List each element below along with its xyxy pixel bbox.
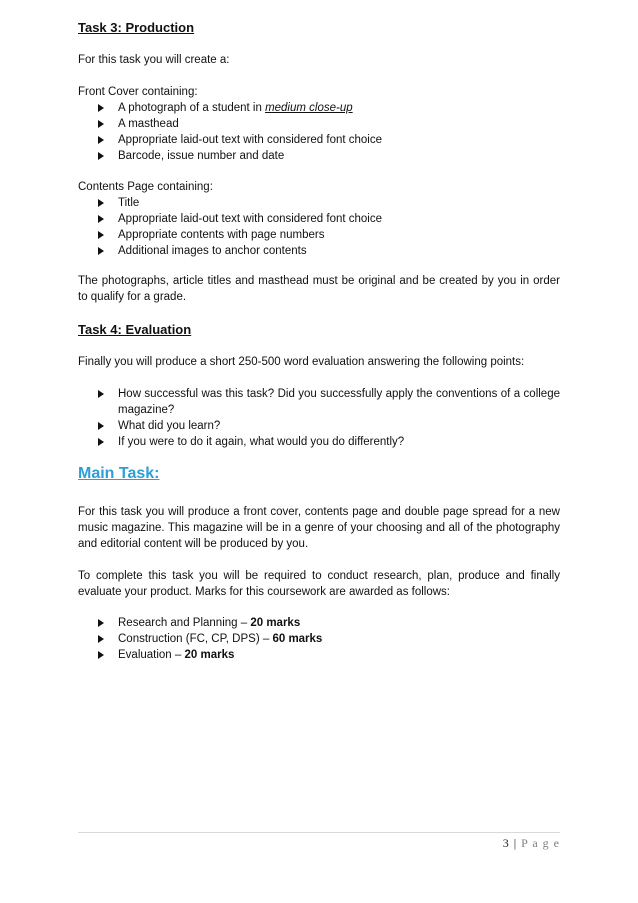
task4-intro: Finally you will produce a short 250-500 word evaluation answering the following points:: [78, 356, 525, 368]
bullet-arrow-icon: [98, 231, 104, 239]
bullet-arrow-icon: [98, 199, 104, 207]
main-task-para1: For this task you will produce a front cover, contents page and double page spread for a new music magazine. This magazine will be in a genre of your choosing and all of the photography and editorial content will be produced by you.: [78, 506, 560, 550]
list-item: Barcode, issue number and date: [78, 148, 560, 164]
task3-note: The photographs, article titles and masthead must be original and be created by you in order to qualify for a grade.: [78, 275, 560, 303]
task3-heading: Task 3: Production: [78, 20, 195, 35]
list-item: How successful was this task? Did you successfully apply the conventions of a college magazine?: [78, 386, 560, 418]
list-item: Appropriate laid-out text with considered font choice: [78, 211, 560, 227]
list-item: What did you learn?: [78, 418, 560, 434]
task4-list: [78, 386, 560, 450]
bullet-arrow-icon: [98, 635, 104, 643]
marks-list: [78, 615, 560, 663]
main-task-heading: Main Task:: [78, 465, 160, 482]
bullet-arrow-icon: [98, 651, 104, 659]
list-item: Research and Planning – 20 marks: [78, 615, 560, 631]
footer-divider: [78, 832, 560, 833]
task4-heading: Task 4: Evaluation: [78, 322, 192, 337]
list-item: A masthead: [78, 116, 560, 132]
contents-list: [78, 195, 560, 259]
list-item: Title: [78, 195, 560, 211]
list-item: Appropriate contents with page numbers: [78, 227, 560, 243]
list-item: A photograph of a student in medium close-up: [78, 100, 560, 116]
front-cover-label: Front Cover containing:: [78, 86, 198, 98]
bullet-arrow-icon: [98, 104, 104, 112]
bullet-arrow-icon: [98, 390, 104, 398]
list-item: If you were to do it again, what would you do differently?: [78, 434, 560, 450]
emphasis-text: medium close-up: [265, 102, 353, 114]
bullet-arrow-icon: [98, 619, 104, 627]
task3-intro: For this task you will create a:: [78, 54, 230, 66]
page-word: P a g e: [521, 836, 560, 850]
marks-value: 60 marks: [272, 633, 323, 645]
front-cover-list: [78, 100, 560, 164]
contents-label: Contents Page containing:: [78, 181, 213, 193]
page-footer: [503, 836, 560, 851]
bullet-arrow-icon: [98, 215, 104, 223]
marks-value: 20 marks: [184, 649, 235, 661]
main-task-para2: To complete this task you will be required to conduct research, plan, produce and finally evaluate your product. Marks for this coursework are awarded as follows:: [78, 570, 560, 598]
bullet-arrow-icon: [98, 136, 104, 144]
list-item: Evaluation – 20 marks: [78, 647, 560, 663]
page-number: 3: [502, 836, 510, 850]
bullet-arrow-icon: [98, 120, 104, 128]
bullet-arrow-icon: [98, 247, 104, 255]
bullet-arrow-icon: [98, 152, 104, 160]
marks-value: 20 marks: [250, 617, 301, 629]
list-item: Additional images to anchor contents: [78, 243, 560, 259]
bullet-arrow-icon: [98, 438, 104, 446]
list-item: Appropriate laid-out text with considered font choice: [78, 132, 560, 148]
bullet-arrow-icon: [98, 422, 104, 430]
list-item: Construction (FC, CP, DPS) – 60 marks: [78, 631, 560, 647]
footer-separator: |: [509, 836, 522, 850]
